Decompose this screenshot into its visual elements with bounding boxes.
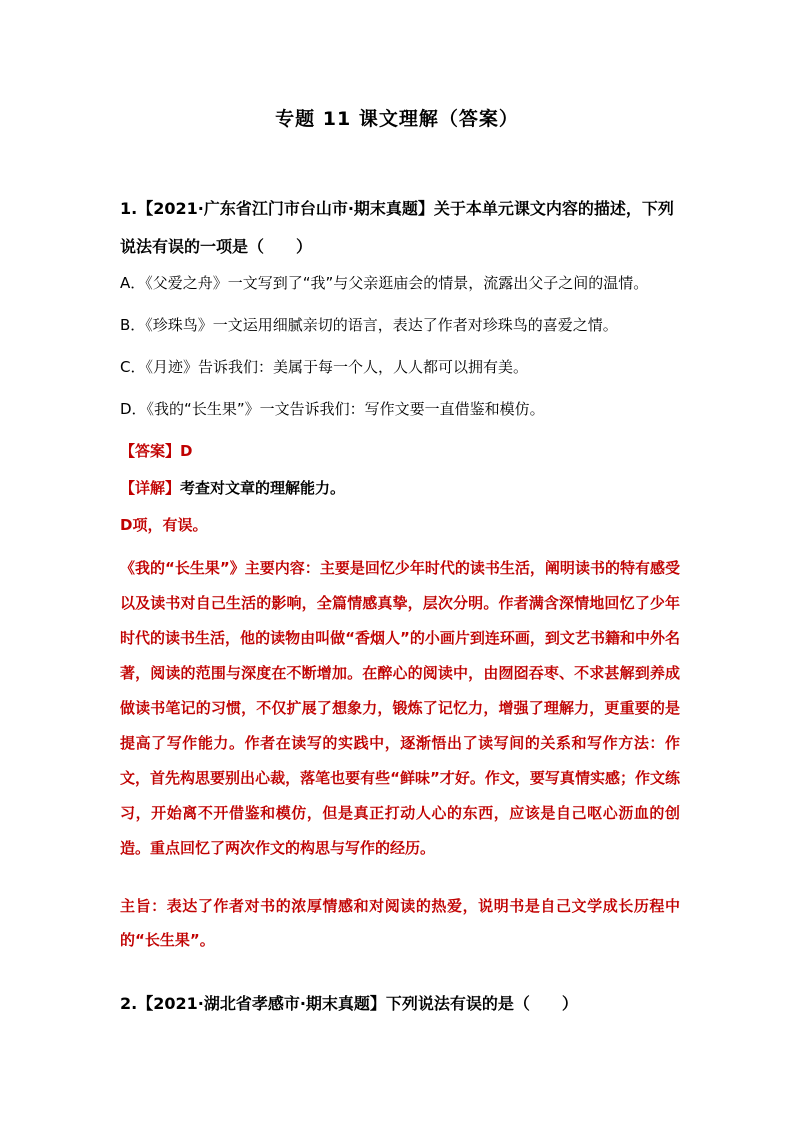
text-summary: 《我的“长生果”》主要内容：主要是回忆少年时代的读书生活，阐明读书的特有感受以及读书对自己生活的影响，全篇情感真挚，层次分明。作者满含深情地回忆了少年时代的读书生活，他的读物由叫做“香烟人”的小画片到连环画，到文艺书籍和中外名著，阅读的范围与深度在不断增加。在醉心的阅读中，由囫囵吞枣、不求甚解到养成做读书笔记的习惯，不仅扩展了想象力，锻炼了记忆力，增强了理解力，更重要的是提高了写作能力。作者在读写的实践中，逐渐悟出了读写间的关系和写作方法：作文，首先构思要别出心裁，落笔也要有些“鲜味”才好。作文，要写真情实感；作文练习，开始离不开借鉴和模仿，但是真正打动人心的东西，应该是自己呕心沥血的创造。重点回忆了两次作文的构思与写作的经历。 [120, 559, 680, 857]
detail-label: 【详解】 [120, 479, 181, 497]
question-1-option-d: D．《我的“长生果”》一文告诉我们：写作文要一直借鉴和模仿。 [120, 400, 545, 418]
page-title: 专题 11 课文理解（答案） [275, 108, 519, 130]
question-2-stem: 2.【2021·湖北省孝感市·期末真题】下列说法有误的是（ ） [120, 994, 578, 1013]
detail-text: 考查对文章的理解能力。 [180, 479, 346, 497]
answer-value: D [180, 442, 193, 460]
selected-option-note: D项，有误。 [120, 516, 208, 534]
question-1-option-a: A．《父爱之舟》一文写到了“我”与父亲逛庙会的情景，流露出父子之间的温情。 [120, 274, 649, 292]
question-1-option-c: C．《月迹》告诉我们：美属于每一个人，人人都可以拥有美。 [120, 358, 528, 376]
question-1-stem: 1.【2021·广东省江门市台山市·期末真题】关于本单元课文内容的描述，下列说法有误的一项是（ ） [120, 199, 674, 256]
text-theme: 主旨：表达了作者对书的浓厚情感和对阅读的热爱，说明书是自己文学成长历程中的“长生果”。 [120, 897, 680, 949]
detail-line [120, 478, 345, 498]
question-1-option-b: B．《珍珠鸟》一文运用细腻亲切的语言，表达了作者对珍珠鸟的喜爱之情。 [120, 316, 618, 334]
answer-label: 【答案】 [120, 442, 181, 460]
answer-line [120, 441, 192, 461]
